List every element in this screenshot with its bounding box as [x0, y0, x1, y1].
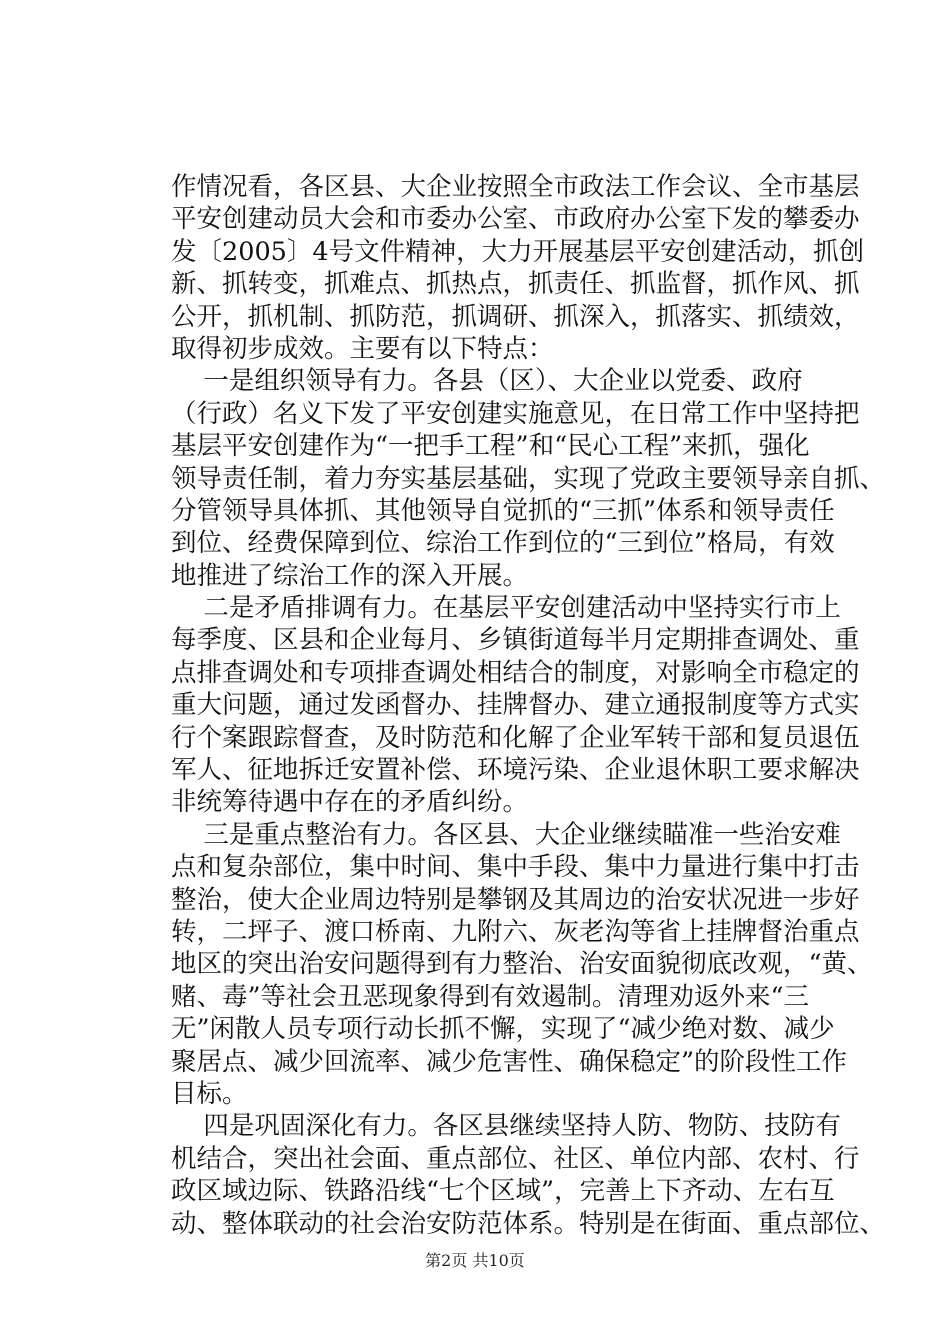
text-line: 无”闲散人员专项行动长抓不懈，实现了“减少绝对数、减少	[171, 1014, 835, 1045]
page-footer: 第2页 共10页	[425, 1251, 525, 1270]
text-line: 基层平安创建作为“一把手工程”和“民心工程”来抓，强化	[171, 431, 810, 462]
text-line: 政区域边际、铁路沿线“七个区域”，完善上下齐动、左右互	[171, 1176, 835, 1207]
text-line: 三是重点整治有力。各区县、大企业继续瞄准一些治安难	[171, 819, 841, 850]
text-line: 到位、经费保障到位、综治工作到位的“三到位”格局，有效	[171, 528, 835, 559]
text-line: 地区的突出治安问题得到有力整治、治安面貌彻底改观，“黄、	[171, 949, 873, 980]
text-line: 四是巩固深化有力。各区县继续坚持人防、物防、技防有	[171, 1111, 841, 1142]
text-line: 重大问题，通过发函督办、挂牌督办、建立通报制度等方式实	[171, 690, 860, 721]
text-line: 非统筹待遇中存在的矛盾纠纷。	[171, 787, 529, 818]
text-line: 整治，使大企业周边特别是攀钢及其周边的治安状况进一步好	[171, 884, 860, 915]
text-line: 转，二坪子、渡口桥南、九附六、灰老沟等省上挂牌督治重点	[171, 916, 860, 947]
text-line: 一是组织领导有力。各县（区）、大企业以党委、政府	[171, 366, 803, 397]
text-line: 点排查调处和专项排查调处相结合的制度，对影响全市稳定的	[171, 657, 860, 688]
document-body	[171, 171, 886, 1240]
text-line: 目标。	[171, 1078, 248, 1109]
text-line: 赌、毒”等社会丑恶现象得到有效遏制。清理劝返外来“三	[171, 981, 810, 1012]
text-line: 分管领导具体抓、其他领导自觉抓的“三抓”体系和领导责任	[171, 495, 835, 526]
text-line: 取得初步成效。主要有以下特点：	[171, 333, 554, 364]
text-line: 动、整体联动的社会治安防范体系。特别是在街面、重点部位、	[171, 1208, 886, 1239]
text-line: 二是矛盾排调有力。在基层平安创建活动中坚持实行市上	[171, 593, 841, 624]
text-line: 作情况看，各区县、大企业按照全市政法工作会议、全市基层	[171, 172, 860, 202]
text-line: 机结合，突出社会面、重点部位、社区、单位内部、农村、行	[171, 1143, 860, 1174]
text-line: 地推进了综治工作的深入开展。	[171, 560, 529, 591]
text-line: （行政）名义下发了平安创建实施意见，在日常工作中坚持把	[171, 398, 860, 429]
text-line: 公开，抓机制、抓防范，抓调研、抓深入，抓落实、抓绩效，	[171, 301, 860, 332]
text-line: 平安创建动员大会和市委办公室、市政府办公室下发的攀委办	[171, 204, 860, 235]
text-line: 聚居点、减少回流率、减少危害性、确保稳定”的阶段性工作	[171, 1046, 848, 1077]
text-line: 领导责任制，着力夯实基层基础，实现了党政主要领导亲自抓、	[171, 463, 886, 494]
text-line: 每季度、区县和企业每月、乡镇街道每半月定期排查调处、重	[171, 625, 860, 656]
text-line: 新、抓转变，抓难点、抓热点，抓责任、抓监督，抓作风、抓	[171, 269, 860, 300]
text-line: 点和复杂部位，集中时间、集中手段、集中力量进行集中打击	[171, 852, 860, 883]
text-line: 军人、征地拆迁安置补偿、环境污染、企业退休职工要求解决	[171, 755, 860, 786]
text-line: 行个案跟踪督查，及时防范和化解了企业军转干部和复员退伍	[171, 722, 860, 753]
text-line: 发〔2005〕4号文件精神，大力开展基层平安创建活动，抓创	[171, 236, 865, 267]
